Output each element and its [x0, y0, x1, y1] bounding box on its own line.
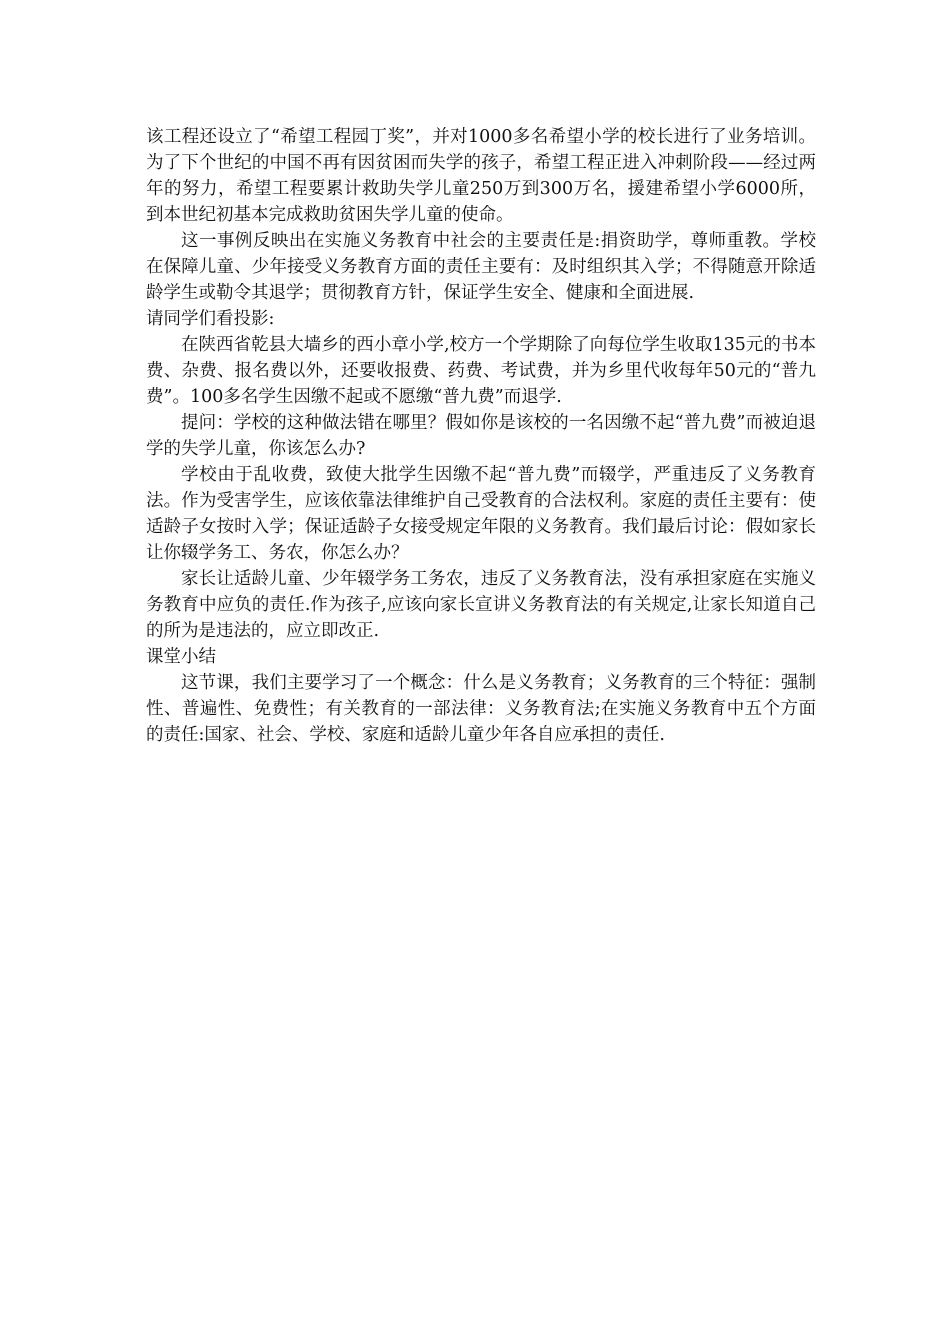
paragraph-case-study: 在陕西省乾县大墙乡的西小章小学,校方一个学期除了向每位学生收取135元的书本费、杂费、报名费以外，还要收报费、药费、考试费，并为乡里代收每年50元的“普九费”。100多名学生因缴不起或不愿缴“普九费”而退学. [146, 335, 816, 407]
paragraph-projection-intro: 请同学们看投影: [146, 309, 275, 329]
document-body [146, 124, 816, 748]
paragraph-summary: 这节课，我们主要学习了一个概念：什么是义务教育；义务教育的三个特征：强制性、普遍性、免费性；有关教育的一部法律：义务教育法;在实施义务教育中五个方面的责任:国家、社会、学校、家庭和适龄儿童少年各自应承担的责任. [146, 673, 816, 745]
section-heading-summary: 课堂小结 [146, 647, 216, 667]
paragraph-answer-family-responsibility: 学校由于乱收费，致使大批学生因缴不起“普九费”而辍学，严重违反了义务教育法。作为受害学生，应该依靠法律维护自己受教育的合法权利。家庭的责任主要有：使适龄子女按时入学；保证适龄子女接受规定年限的义务教育。我们最后讨论：假如家长让你辍学务工、务农，你怎么办？ [146, 465, 816, 563]
paragraph-parent-discussion: 家长让适龄儿童、少年辍学务工务农，违反了义务教育法，没有承担家庭在实施义务教育中应负的责任.作为孩子,应该向家长宣讲义务教育法的有关规定,让家长知道自己的所为是违法的，应立即改正. [146, 569, 816, 641]
paragraph-social-school-responsibility: 这一事例反映出在实施义务教育中社会的主要责任是:捐资助学，尊师重教。学校在保障儿童、少年接受义务教育方面的责任主要有：及时组织其入学；不得随意开除适龄学生或勒令其退学；贯彻教育方针，保证学生安全、健康和全面进展. [146, 231, 816, 303]
paragraph-hope-project: 该工程还设立了“希望工程园丁奖”，并对1000多名希望小学的校长进行了业务培训。为了下个世纪的中国不再有因贫困而失学的孩子，希望工程正进入冲刺阶段——经过两年的努力，希望工程要累计救助失学儿童250万到300万名，援建希望小学6000所，到本世纪初基本完成救助贫困失学儿童的使命。 [146, 127, 816, 225]
paragraph-question: 提问：学校的这种做法错在哪里？假如你是该校的一名因缴不起“普九费”而被迫退学的失学儿童，你该怎么办? [146, 413, 816, 459]
